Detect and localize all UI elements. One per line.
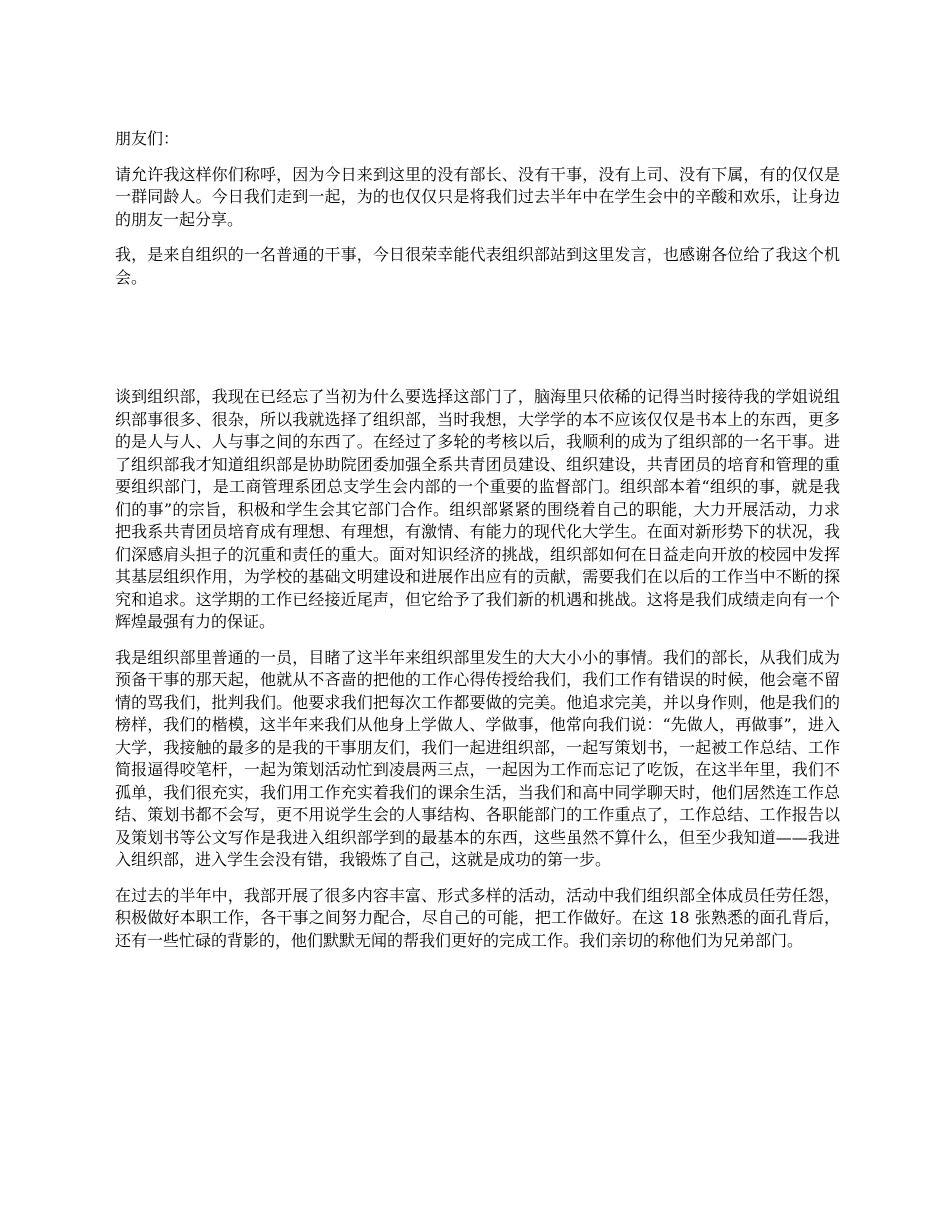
greeting: 朋友们： (115, 129, 180, 148)
paragraph-address: 请允许我这样你们称呼，因为今日来到这里的没有部长、没有干事，没有上司、没有下属，有的仅仅是一群同龄人。今日我们走到一起，为的也仅仅只是将我们过去半年中在学生会中的辛酸和欢乐，让身边的朋友一起分享。 (115, 164, 840, 229)
paragraph-department: 谈到组织部，我现在已经忘了当初为什么要选择这部门了，脑海里只依稀的记得当时接待我的学姐说组织部事很多、很杂，所以我就选择了组织部，当时我想，大学学的本不应该仅仅是书本上的东西，更多的是人与人、人与事之间的东西了。在经过了多轮的考核以后，我顺利的成为了组织部的一名干事。进了组织部我才知道组织部是协助院团委加强全系共青团员建设、组织建设，共青团员的培育和管理的重要组织部门，是工商管理系团总支学生会内部的一个重要的监督部门。组织部本着“组织的事，就是我们的事”的宗旨，积极和学生会其它部门合作。组织部紧紧的围绕着自己的职能，大力开展活动，力求把我系共青团员培育成有理想、有理想，有激情、有能力的现代化大学生。在面对新形势下的状况，我们深感肩头担子的沉重和责任的重大。面对知识经济的挑战，组织部如何在日益走向开放的校园中发挥其基层组织作用，为学校的基础文明建设和进展作出应有的贡献，需要我们在以后的工作当中不断的探究和追求。这学期的工作已经接近尾声，但它给予了我们新的机遇和挑战。这将是我们成绩走向有一个辉煌最强有力的保证。 (115, 387, 840, 631)
paragraph-activities: 在过去的半年中，我部开展了很多内容丰富、形式多样的活动，活动中我们组织部全体成员任劳任怨，积极做好本职工作，各干事之间努力配合，尽自己的可能，把工作做好。在这 18 张熟悉的面孔背后，还有一些忙碌的背影的，他们默默无闻的帮我们更好的完成工作。我们亲切的称他们为兄弟部门。 (115, 885, 840, 950)
document-body (115, 128, 840, 965)
paragraph-experience: 我是组织部里普通的一员，目睹了这半年来组织部里发生的大大小小的事情。我们的部长，从我们成为预备干事的那天起，他就从不吝啬的把他的工作心得传授给我们，我们工作有错误的时候，他会毫不留情的骂我们，批判我们。他要求我们把每次工作都要做的完美。他追求完美，并以身作则，他是我们的榜样，我们的楷模，这半年来我们从他身上学做人、学做事，他常向我们说：“先做人，再做事”，进入大学，我接触的最多的是我的干事朋友们，我们一起进组织部，一起写策划书，一起被工作总结、工作简报逼得咬笔杆，一起为策划活动忙到凌晨两三点，一起因为工作而忘记了吃饭，在这半年里，我们不孤单，我们很充实，我们用工作充实着我们的课余生活，当我们和高中同学聊天时，他们居然连工作总结、策划书都不会写，更不用说学生会的人事结构、各职能部门的工作重点了，工作总结、工作报告以及策划书等公文写作是我进入组织部学到的最基本的东西，这些虽然不算什么，但至少我知道——我进入组织部，进入学生会没有错，我锻炼了自己，这就是成功的第一步。 (115, 647, 840, 869)
paragraph-introduction: 我，是来自组织的一名普通的干事，今日很荣幸能代表组织部站到这里发言，也感谢各位给了我这个机会。 (115, 245, 840, 287)
